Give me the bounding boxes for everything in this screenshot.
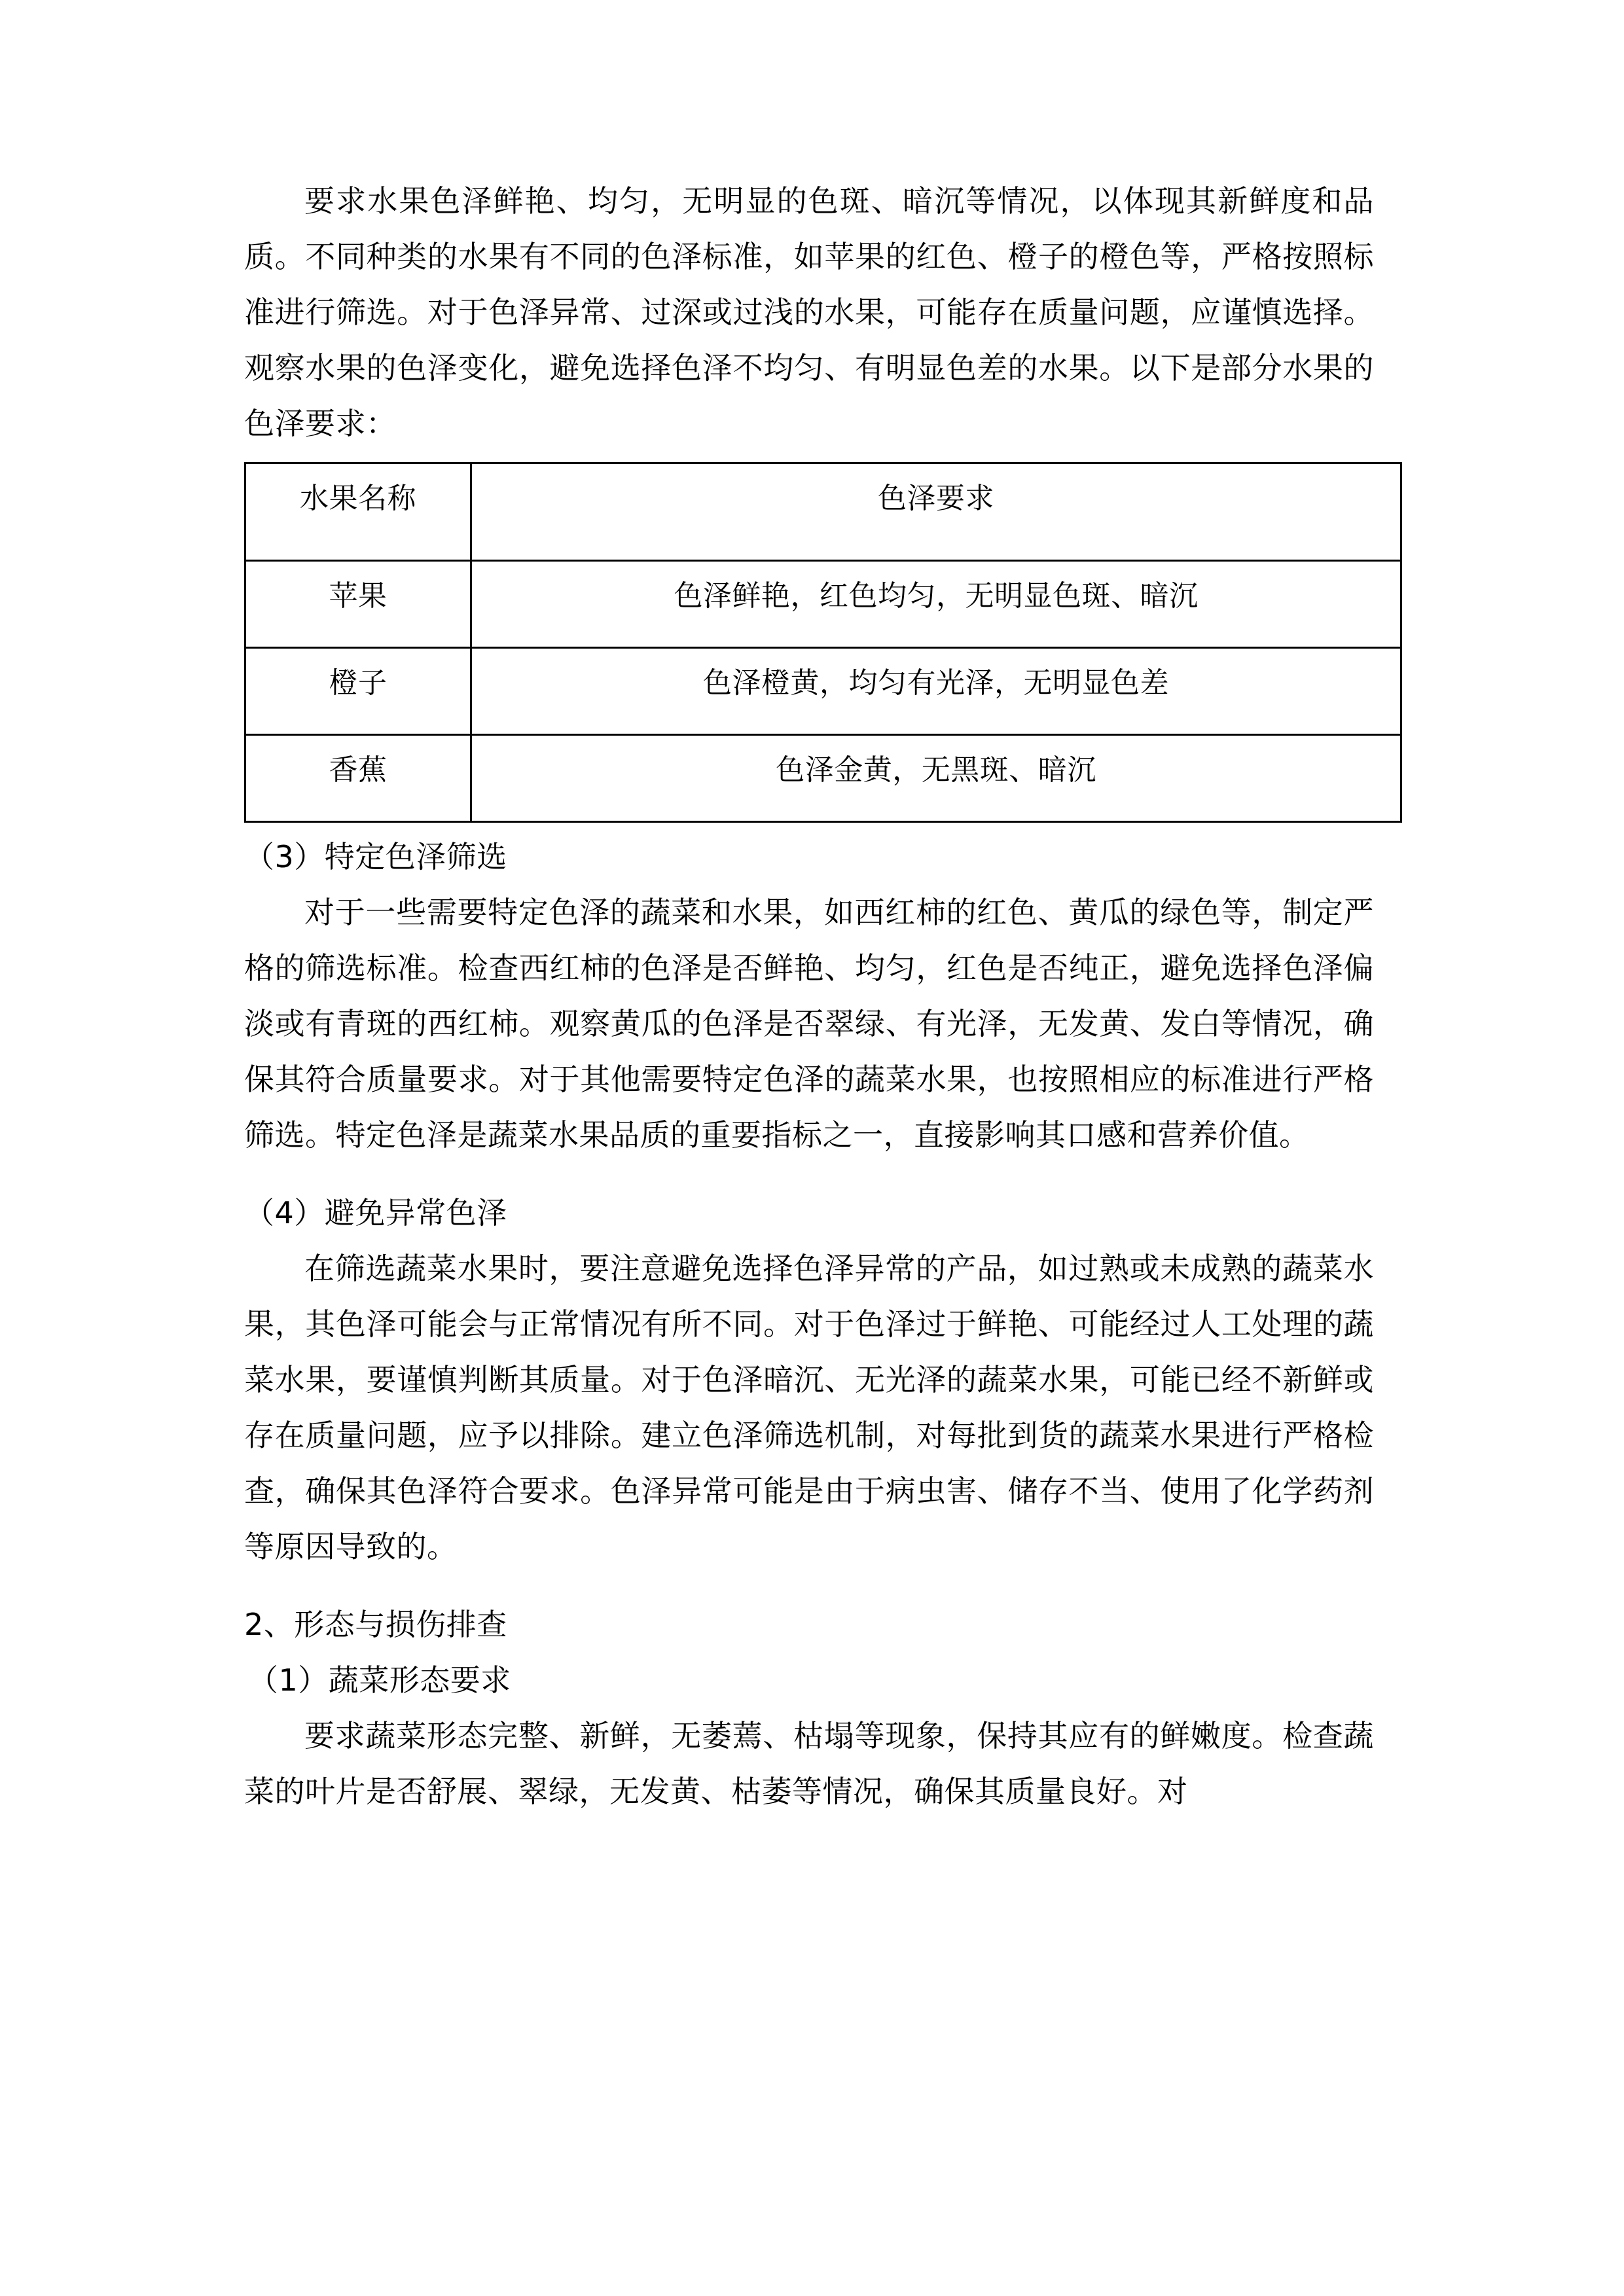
table-row — [245, 735, 1401, 822]
heading-vegetable-form-requirement: （1）蔬菜形态要求 — [248, 1662, 511, 1698]
paragraph-avoid-abnormal-color: 在筛选蔬菜水果时，要注意避免选择色泽异常的产品，如过熟或未成熟的蔬菜水果，其色泽可能会与正常情况有所不同。对于色泽过于鲜艳、可能经过人工处理的蔬菜水果，要谨慎判断其质量。对于色泽暗沉、无光泽的蔬菜水果，可能已经不新鲜或存在质量问题，应予以排除。建立色泽筛选机制，对每批到货的蔬菜水果进行严格检查，确保其色泽符合要求。色泽异常可能是由于病虫害、储存不当、使用了化学药剂等原因导致的。 — [244, 1251, 1374, 1564]
table-header-row — [245, 463, 1401, 561]
table-cell-color-requirement: 色泽金黄，无黑斑、暗沉 — [471, 735, 1401, 822]
spacer — [244, 1163, 1374, 1185]
table-header-fruit-name: 水果名称 — [245, 463, 471, 561]
table-cell-fruit-name: 苹果 — [245, 561, 471, 648]
table-header-color-requirement: 色泽要求 — [471, 463, 1401, 561]
table-cell-color-requirement: 色泽鲜艳，红色均匀，无明显色斑、暗沉 — [471, 561, 1401, 648]
fruit-color-table — [244, 462, 1402, 823]
table-row — [245, 648, 1401, 735]
paragraph-vegetable-form-requirement: 要求蔬菜形态完整、新鲜，无萎蔫、枯塌等现象，保持其应有的鲜嫩度。检查蔬菜的叶片是否舒展、翠绿，无发黄、枯萎等情况，确保其质量良好。对 — [244, 1718, 1374, 1809]
table-cell-fruit-name: 香蕉 — [245, 735, 471, 822]
table-row — [245, 561, 1401, 648]
heading-form-and-damage-inspection: 2、形态与损伤排查 — [244, 1607, 507, 1642]
paragraph-fruit-color-requirement: 要求水果色泽鲜艳、均匀，无明显的色斑、暗沉等情况，以体现其新鲜度和品质。不同种类的水果有不同的色泽标准，如苹果的红色、橙子的橙色等，严格按照标准进行筛选。对于色泽异常、过深或过浅的水果，可能存在质量问题，应谨慎选择。观察水果的色泽变化，避免选择色泽不均匀、有明显色差的水果。以下是部分水果的色泽要求： — [244, 183, 1374, 441]
page-content — [244, 173, 1374, 1820]
spacer — [244, 1575, 1374, 1597]
heading-avoid-abnormal-color: （4）避免异常色泽 — [244, 1195, 507, 1230]
table-cell-fruit-name: 橙子 — [245, 648, 471, 735]
table-cell-color-requirement: 色泽橙黄，均匀有光泽，无明显色差 — [471, 648, 1401, 735]
heading-specific-color-screening: （3）特定色泽筛选 — [244, 839, 507, 874]
paragraph-specific-color-screening: 对于一些需要特定色泽的蔬菜和水果，如西红柿的红色、黄瓜的绿色等，制定严格的筛选标准。检查西红柿的色泽是否鲜艳、均匀，红色是否纯正，避免选择色泽偏淡或有青斑的西红柿。观察黄瓜的色泽是否翠绿、有光泽，无发黄、发白等情况，确保其符合质量要求。对于其他需要特定色泽的蔬菜水果，也按照相应的标准进行严格筛选。特定色泽是蔬菜水果品质的重要指标之一，直接影响其口感和营养价值。 — [244, 895, 1374, 1153]
